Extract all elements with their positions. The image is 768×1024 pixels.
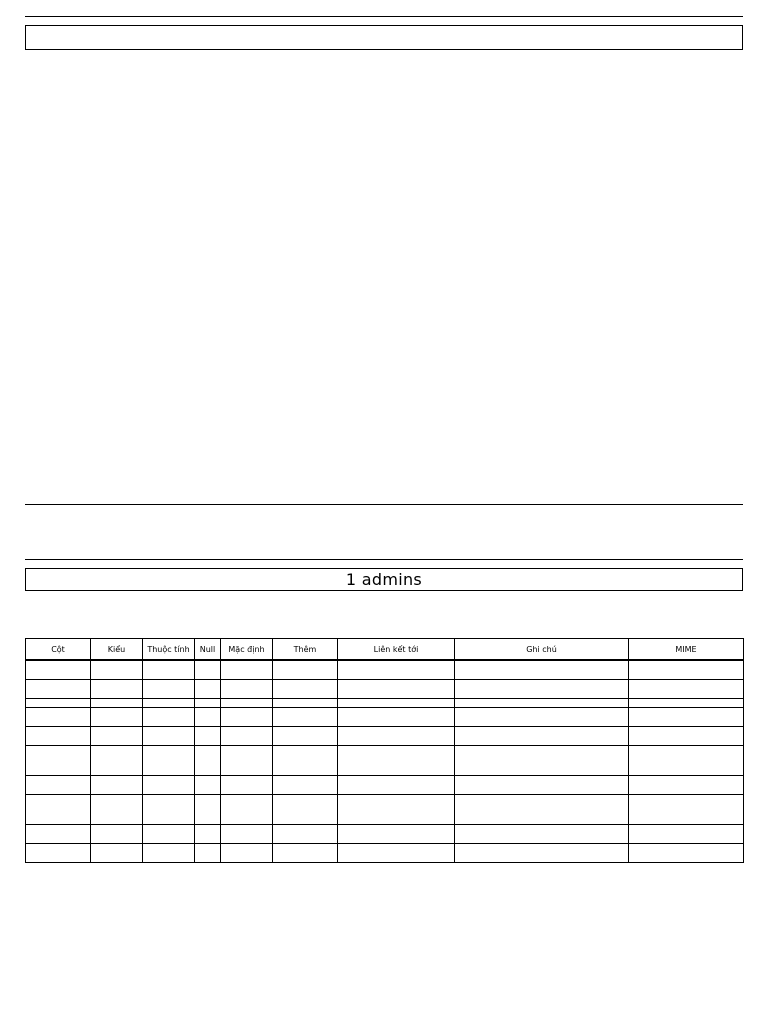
table-cell <box>195 660 221 679</box>
table-cell <box>195 824 221 843</box>
table-cell <box>338 824 455 843</box>
table-cell <box>273 794 338 824</box>
table-cell <box>455 824 629 843</box>
middle-divider-2 <box>25 559 743 560</box>
table-cell <box>26 843 91 862</box>
table-cell <box>629 679 744 698</box>
table-body <box>26 660 744 862</box>
table-row <box>26 775 744 794</box>
table-cell <box>221 794 273 824</box>
table-cell <box>143 679 195 698</box>
column-header-kieu: Kiểu <box>91 639 143 661</box>
column-header-lien-ket-toi: Liên kết tới <box>338 639 455 661</box>
table-cell <box>195 794 221 824</box>
table-cell <box>91 745 143 775</box>
table-cell <box>26 679 91 698</box>
table-cell <box>221 679 273 698</box>
table-cell <box>26 824 91 843</box>
table-cell <box>273 843 338 862</box>
table-cell <box>221 775 273 794</box>
table-cell <box>91 707 143 726</box>
table-row <box>26 726 744 745</box>
column-header-cot: Cột <box>26 639 91 661</box>
table-cell <box>143 843 195 862</box>
table-cell <box>26 660 91 679</box>
table-cell <box>26 707 91 726</box>
table-cell <box>629 775 744 794</box>
table-cell <box>338 660 455 679</box>
table-cell <box>221 698 273 707</box>
table-cell <box>338 726 455 745</box>
table-row <box>26 707 744 726</box>
table-cell <box>221 707 273 726</box>
table-row <box>26 698 744 707</box>
table-cell <box>91 794 143 824</box>
table-cell <box>143 726 195 745</box>
table-cell <box>26 745 91 775</box>
table-cell <box>26 794 91 824</box>
table-cell <box>143 707 195 726</box>
table-cell <box>273 775 338 794</box>
table-cell <box>26 698 91 707</box>
table-cell <box>273 707 338 726</box>
table-cell <box>195 707 221 726</box>
table-cell <box>629 745 744 775</box>
table-cell <box>273 698 338 707</box>
table-cell <box>629 698 744 707</box>
table-cell <box>455 726 629 745</box>
table-header-row <box>26 639 744 661</box>
table-cell <box>195 698 221 707</box>
top-title-box <box>25 25 743 50</box>
table-row <box>26 824 744 843</box>
middle-divider-1 <box>25 504 743 505</box>
table-cell <box>143 698 195 707</box>
column-header-mac-dinh: Mặc định <box>221 639 273 661</box>
table-cell <box>221 660 273 679</box>
top-divider <box>25 16 743 17</box>
table-cell <box>221 726 273 745</box>
table-cell <box>143 794 195 824</box>
table-cell <box>26 775 91 794</box>
table-cell <box>195 775 221 794</box>
table-cell <box>455 843 629 862</box>
table-row <box>26 679 744 698</box>
column-header-them: Thêm <box>273 639 338 661</box>
table-cell <box>91 660 143 679</box>
table-cell <box>91 698 143 707</box>
table-row <box>26 843 744 862</box>
table-cell <box>629 843 744 862</box>
table-cell <box>195 843 221 862</box>
table-cell <box>455 745 629 775</box>
table-cell <box>629 794 744 824</box>
table-cell <box>143 745 195 775</box>
table-structure <box>25 638 744 863</box>
table-cell <box>221 824 273 843</box>
table-cell <box>455 775 629 794</box>
table-cell <box>143 775 195 794</box>
table-cell <box>455 698 629 707</box>
table-cell <box>273 660 338 679</box>
table-cell <box>455 707 629 726</box>
table-cell <box>338 679 455 698</box>
table-cell <box>338 775 455 794</box>
table-cell <box>91 726 143 745</box>
table-row <box>26 745 744 775</box>
column-header-ghi-chu: Ghi chú <box>455 639 629 661</box>
table-cell <box>195 679 221 698</box>
table-cell <box>629 660 744 679</box>
table-cell <box>338 843 455 862</box>
table-row <box>26 660 744 679</box>
table-cell <box>91 775 143 794</box>
table-row <box>26 794 744 824</box>
table-cell <box>273 745 338 775</box>
column-header-thuoc-tinh: Thuộc tính <box>143 639 195 661</box>
table-cell <box>91 843 143 862</box>
table-cell <box>629 824 744 843</box>
table-cell <box>629 726 744 745</box>
table-cell <box>221 843 273 862</box>
table-cell <box>195 745 221 775</box>
table-cell <box>338 698 455 707</box>
table-cell <box>195 726 221 745</box>
column-header-mime: MIME <box>629 639 744 661</box>
table-cell <box>455 679 629 698</box>
table-cell <box>338 794 455 824</box>
table-cell <box>455 794 629 824</box>
column-header-null: Null <box>195 639 221 661</box>
table-cell <box>26 726 91 745</box>
table-cell <box>273 726 338 745</box>
table-cell <box>455 660 629 679</box>
table-cell <box>273 824 338 843</box>
table-cell <box>338 745 455 775</box>
table-cell <box>143 824 195 843</box>
table-cell <box>629 707 744 726</box>
table-cell <box>91 679 143 698</box>
table-cell <box>143 660 195 679</box>
table-cell <box>91 824 143 843</box>
table-cell <box>221 745 273 775</box>
table-section-title: 1 admins <box>25 568 743 591</box>
table-cell <box>338 707 455 726</box>
table-cell <box>273 679 338 698</box>
